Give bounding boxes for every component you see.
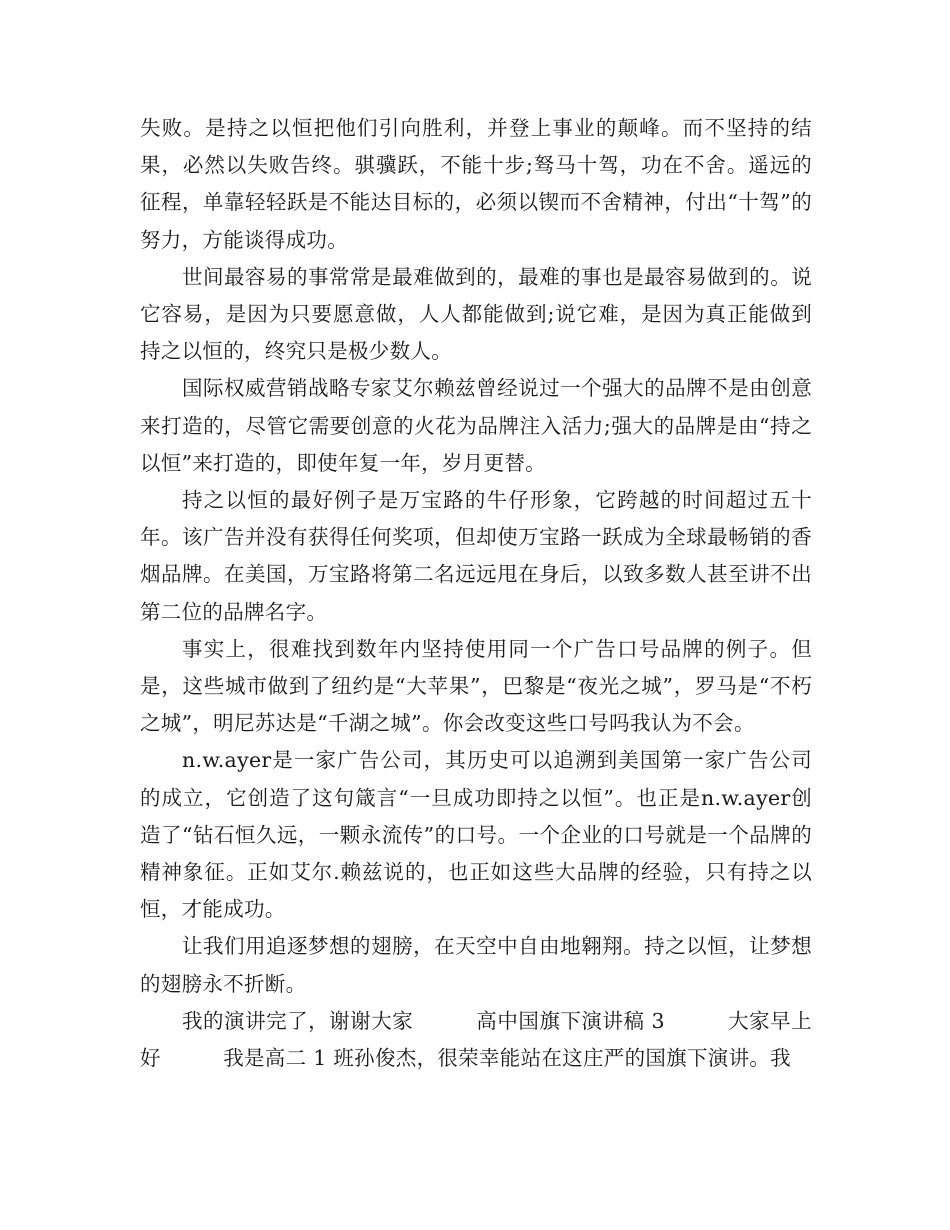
paragraph-1: 失败。是持之以恒把他们引向胜利，并登上事业的颠峰。而不坚持的结果，必然以失败告终。骐骥跃，不能十步;驽马十驾，功在不舍。遥远的征程，单靠轻轻跃是不能达目标的，必须以锲而不舍精神，付出“十驾”的努力，方能谈得成功。 [140,116,812,252]
paragraph-2: 世间最容易的事常常是最难做到的，最难的事也是最容易做到的。说它容易，是因为只要愿意做，人人都能做到;说它难，是因为真正能做到持之以恒的，终究只是极少数人。 [140,264,812,364]
paragraph-3: 国际权威营销战略专家艾尔赖兹曾经说过一个强大的品牌不是由创意来打造的，尽管它需要创意的火花为品牌注入活力;强大的品牌是由“持之以恒”来打造的，即使年复一年，岁月更替。 [140,376,812,475]
document-body [140,110,812,1077]
paragraph-5: 事实上，很难找到数年内坚持使用同一个广告口号品牌的例子。但是，这些城市做到了纽约是“大苹果”，巴黎是“夜光之城”，罗马是“不朽之城”，明尼苏达是“千湖之城”。你会改变这些口号吗我认为不会。 [140,636,812,736]
paragraph-6: n.w.ayer是一家广告公司，其历史可以追溯到美国第一家广告公司的成立，它创造了这句箴言“一旦成功即持之以恒”。也正是n.w.ayer创造了“钻石恒久远，一颗永流传”的口号。一个企业的口号就是一个品牌的精神象征。正如艾尔.赖兹说的，也正如这些大品牌的经验，只有持之以恒，才能成功。 [140,748,812,922]
paragraph-7: 让我们用追逐梦想的翅膀，在天空中自由地翱翔。持之以恒，让梦想的翅膀永不折断。 [140,934,812,996]
paragraph-8: 我的演讲完了，谢谢大家 高中国旗下演讲稿 3 大家早上好 我是高二 1 班孙俊杰，很荣幸能站在这庄严的国旗下演讲。我 [140,1008,812,1071]
paragraph-4: 持之以恒的最好例子是万宝路的牛仔形象，它跨越的时间超过五十年。该广告并没有获得任何奖项，但却使万宝路一跃成为全球最畅销的香烟品牌。在美国，万宝路将第二名远远甩在身后，以致多数人甚至讲不出第二位的品牌名字。 [140,488,812,624]
